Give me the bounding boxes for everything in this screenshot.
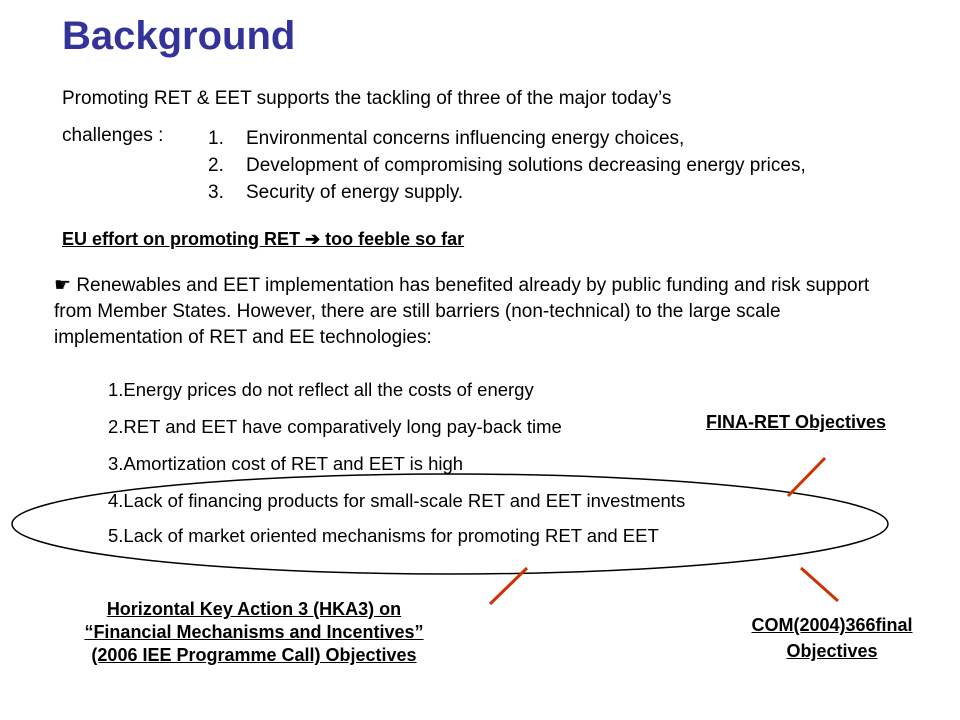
challenge-text: Development of compromising solutions decreasing energy prices, bbox=[246, 155, 806, 176]
eu-effort-right: too feeble so far bbox=[325, 229, 465, 249]
barrier-item: 4.Lack of financing products for small-scale RET and EET investments bbox=[108, 490, 686, 511]
com-label-line: COM(2004)366final bbox=[751, 615, 913, 635]
eu-effort-left: EU effort on promoting RET bbox=[62, 229, 300, 249]
page-title: Background bbox=[62, 14, 296, 58]
right-arrow-icon: ➔ bbox=[305, 229, 321, 249]
hka3-label-line: Horizontal Key Action 3 (HKA3) on bbox=[106, 599, 402, 619]
com-arrow bbox=[801, 568, 838, 601]
challenge-number: 2. bbox=[208, 155, 224, 176]
challenge-text: Security of energy supply. bbox=[246, 182, 464, 203]
intro-line-2: challenges : bbox=[62, 125, 164, 146]
challenge-text: Environmental concerns influencing energy choices, bbox=[246, 128, 685, 149]
highlight-ellipse bbox=[12, 474, 888, 574]
challenge-number: 3. bbox=[208, 182, 224, 203]
barrier-item: 3.Amortization cost of RET and EET is high bbox=[108, 453, 464, 474]
com-label-line: Objectives bbox=[786, 641, 878, 661]
pointing-hand-icon: ☛ bbox=[54, 275, 72, 296]
barrier-item: 5.Lack of market oriented mechanisms for promoting RET and EET bbox=[108, 525, 659, 546]
hka3-label-line: (2006 IEE Programme Call) Objectives bbox=[91, 645, 417, 665]
hka3-label-line: “Financial Mechanisms and Incentives” bbox=[84, 622, 424, 642]
challenge-number: 1. bbox=[208, 128, 224, 149]
barrier-item: 1.Energy prices do not reflect all the costs of energy bbox=[108, 379, 534, 400]
barriers-paragraph-text: Renewables and EET implementation has benefited already by public funding and risk support from Member States. However, there are still barriers (non-technical) to the large scale implementation of RET and EE technologies: bbox=[54, 275, 870, 348]
fina-ret-arrow bbox=[788, 458, 825, 496]
fina-ret-objectives-label: FINA-RET Objectives bbox=[706, 412, 887, 432]
intro-line-1: Promoting RET & EET supports the tackling of three of the major today’s bbox=[62, 88, 672, 109]
barrier-item: 2.RET and EET have comparatively long pay-back time bbox=[108, 416, 562, 437]
